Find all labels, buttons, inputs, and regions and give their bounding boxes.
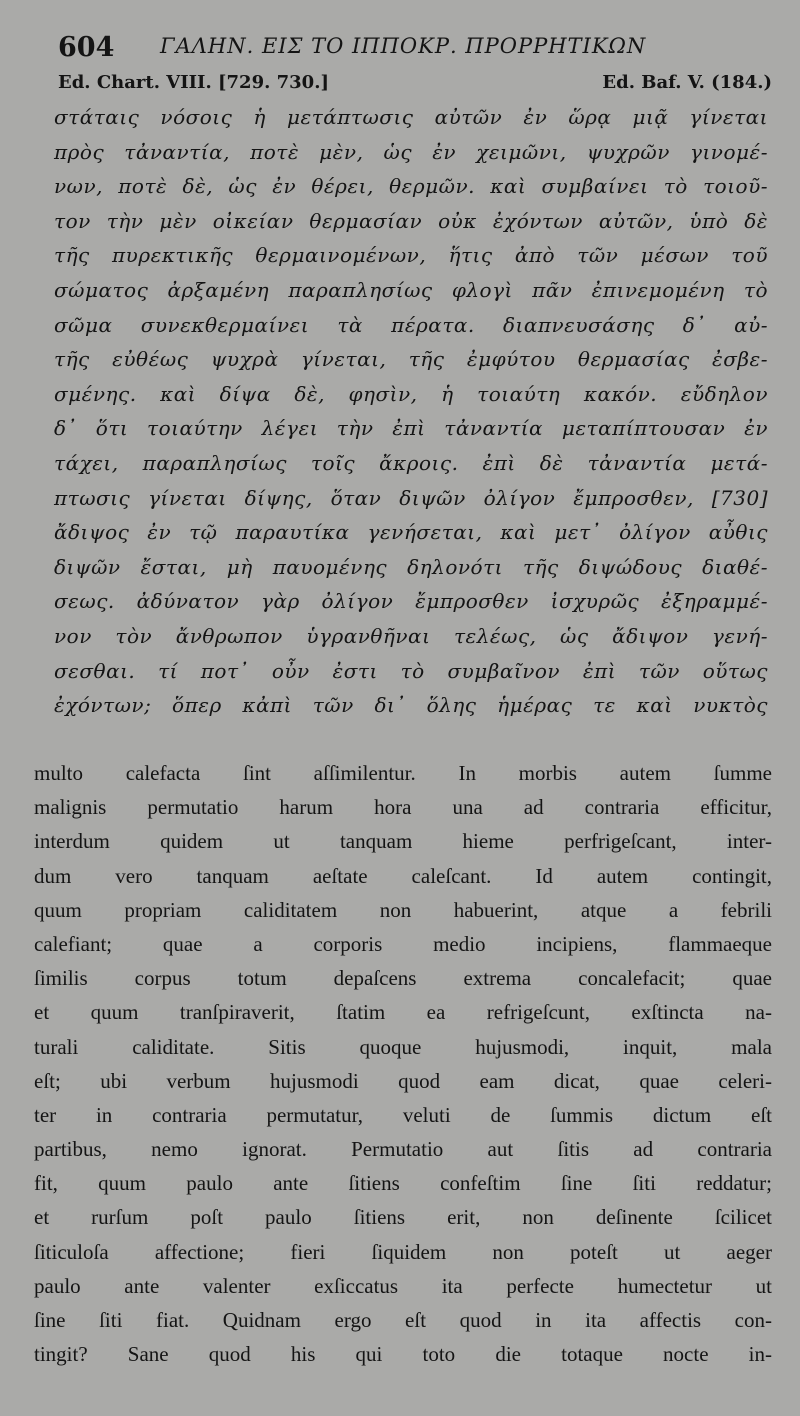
greek-text-line: πτωσις γίνεται δίψης, ὅταν διψῶν ὀλίγον ἔμπροσθεν, [730] (54, 485, 768, 510)
latin-text-line: fit, quum paulo ante ſitiens confeſtim ſine ſiti reddatur; (34, 1171, 772, 1196)
greek-text-line: στάταις νόσοις ἡ μετάπτωσις αὐτῶν ἐν ὥρᾳ μιᾷ γίνεται (54, 105, 768, 129)
greek-text-line: τάχει, παραπλησίως τοῖς ἄκροις. ἐπὶ δὲ τἀναντία μετά- (54, 450, 768, 475)
latin-text-line: paulo ante valenter exſiccatus ita perfecte humectetur ut (34, 1273, 772, 1298)
running-header (0, 26, 800, 66)
running-title: ΓΑΛΗΝ. ΕΙΣ ΤΟ ΙΠΠΟΚΡ. ΠΡΟΡΡΗΤΙΚΩΝ (160, 34, 647, 58)
latin-text-line: ſiticuloſa affectione; fieri ſiquidem non poteſt ut aeger (34, 1239, 772, 1264)
greek-text-line: σῶμα συνεκθερμαίνει τὰ πέρατα. διαπνευσάσης δ᾽ αὐ- (54, 312, 768, 337)
latin-text-line: ſimilis corpus totum depaſcens extrema concalefacit; quae (34, 966, 772, 991)
greek-text-line: σμένης. καὶ δίψα δὲ, φησὶν, ἡ τοιαύτη κακόν. εὔδηλον (54, 381, 768, 406)
greek-text-line: σεσθαι. τί ποτ᾽ οὖν ἐστι τὸ συμβαῖνον ἐπὶ τῶν οὕτως (54, 658, 768, 683)
greek-text-line: νον τὸν ἄνθρωπον ὑγρανθῆναι τελέως, ὡς ἄδιψον γενή- (54, 623, 768, 648)
latin-text-line: quum propriam caliditatem non habuerint, atque a febrili (34, 897, 772, 922)
latin-text-line: ter in contraria permutatur, veluti de ſummis dictum eſt (34, 1102, 772, 1127)
edition-basil-reference: Ed. Baf. V. (184.) (602, 72, 772, 93)
latin-text-line: malignis permutatio harum hora una ad contraria efficitur, (34, 795, 772, 820)
latin-text-line: et quum tranſpiraverit, ſtatim ea refrigeſcunt, exſtincta na- (34, 1000, 772, 1025)
greek-text-line: τον τὴν μὲν οἰκείαν θερμασίαν οὐκ ἐχόντων αὐτῶν, ὑπὸ δὲ (54, 208, 768, 233)
latin-text-line: ſine ſiti fiat. Quidnam ergo eſt quod in ita affectis con- (34, 1308, 772, 1332)
latin-text-line: eſt; ubi verbum hujusmodi quod eam dicat, quae celeri- (34, 1068, 772, 1093)
greek-text-line: σώματος ἀρξαμένη παραπλησίως φλογὶ πᾶν ἐπινεμομένη τὸ (54, 277, 768, 302)
greek-text-line: νων, ποτὲ δὲ, ὡς ἐν θέρει, θερμῶν. καὶ συμβαίνει τὸ τοιοῦ- (54, 174, 768, 199)
page-number: 604 (58, 32, 115, 63)
greek-text-line: τῆς εὐθέως ψυχρὰ γίνεται, τῆς ἐμφύτου θερμασίας ἐσβε- (54, 347, 768, 372)
latin-text-line: partibus, nemo ignorat. Permutatio aut ſitis ad contraria (34, 1137, 772, 1162)
latin-text-line: interdum quidem ut tanquam hieme perfrigeſcant, inter- (34, 829, 772, 854)
edition-chart-reference: Ed. Chart. VIII. [729. 730.] (58, 72, 329, 93)
latin-text-block (34, 756, 772, 1371)
greek-text-line: διψῶν ἔσται, μὴ παυομένης δηλονότι τῆς διψώδους διαθέ- (54, 554, 768, 579)
greek-text-line: σεως. ἀδύνατον γὰρ ὀλίγον ἔμπροσθεν ἰσχυρῶς ἐξηραμμέ- (54, 589, 768, 614)
greek-text-line: ἐχόντων; ὅπερ κἀπὶ τῶν δι᾽ ὅλης ἡμέρας τε καὶ νυκτὸς (54, 693, 768, 718)
greek-text-line: πρὸς τἀναντία, ποτὲ μὲν, ὡς ἐν χειμῶνι, ψυχρῶν γινομέ- (54, 139, 768, 164)
latin-text-line: tingit? Sane quod his qui toto die totaque nocte in- (34, 1342, 772, 1367)
edition-references (0, 66, 800, 96)
latin-text-line: et rurſum poſt paulo ſitiens erit, non deſinente ſcilicet (34, 1205, 772, 1230)
greek-text-line: τῆς πυρεκτικῆς θερμαινομένων, ἥτις ἀπὸ τῶν μέσων τοῦ (54, 243, 768, 268)
greek-text-block (54, 100, 768, 723)
greek-text-line: δ᾽ ὅτι τοιαύτην λέγει τὴν ἐπὶ τἀναντία μεταπίπτουσαν ἐν (54, 416, 768, 441)
latin-text-line: turali caliditate. Sitis quoque hujusmodi, inquit, mala (34, 1034, 772, 1059)
latin-text-line: calefiant; quae a corporis medio incipiens, flammaeque (34, 931, 772, 956)
latin-text-line: multo calefacta ſint aſſimilentur. In morbis autem ſumme (34, 761, 772, 785)
latin-text-line: dum vero tanquam aeſtate caleſcant. Id autem contingit, (34, 863, 772, 888)
greek-text-line: ἄδιψος ἐν τῷ παραυτίκα γενήσεται, καὶ μετ᾽ ὀλίγον αὖθις (54, 520, 768, 545)
